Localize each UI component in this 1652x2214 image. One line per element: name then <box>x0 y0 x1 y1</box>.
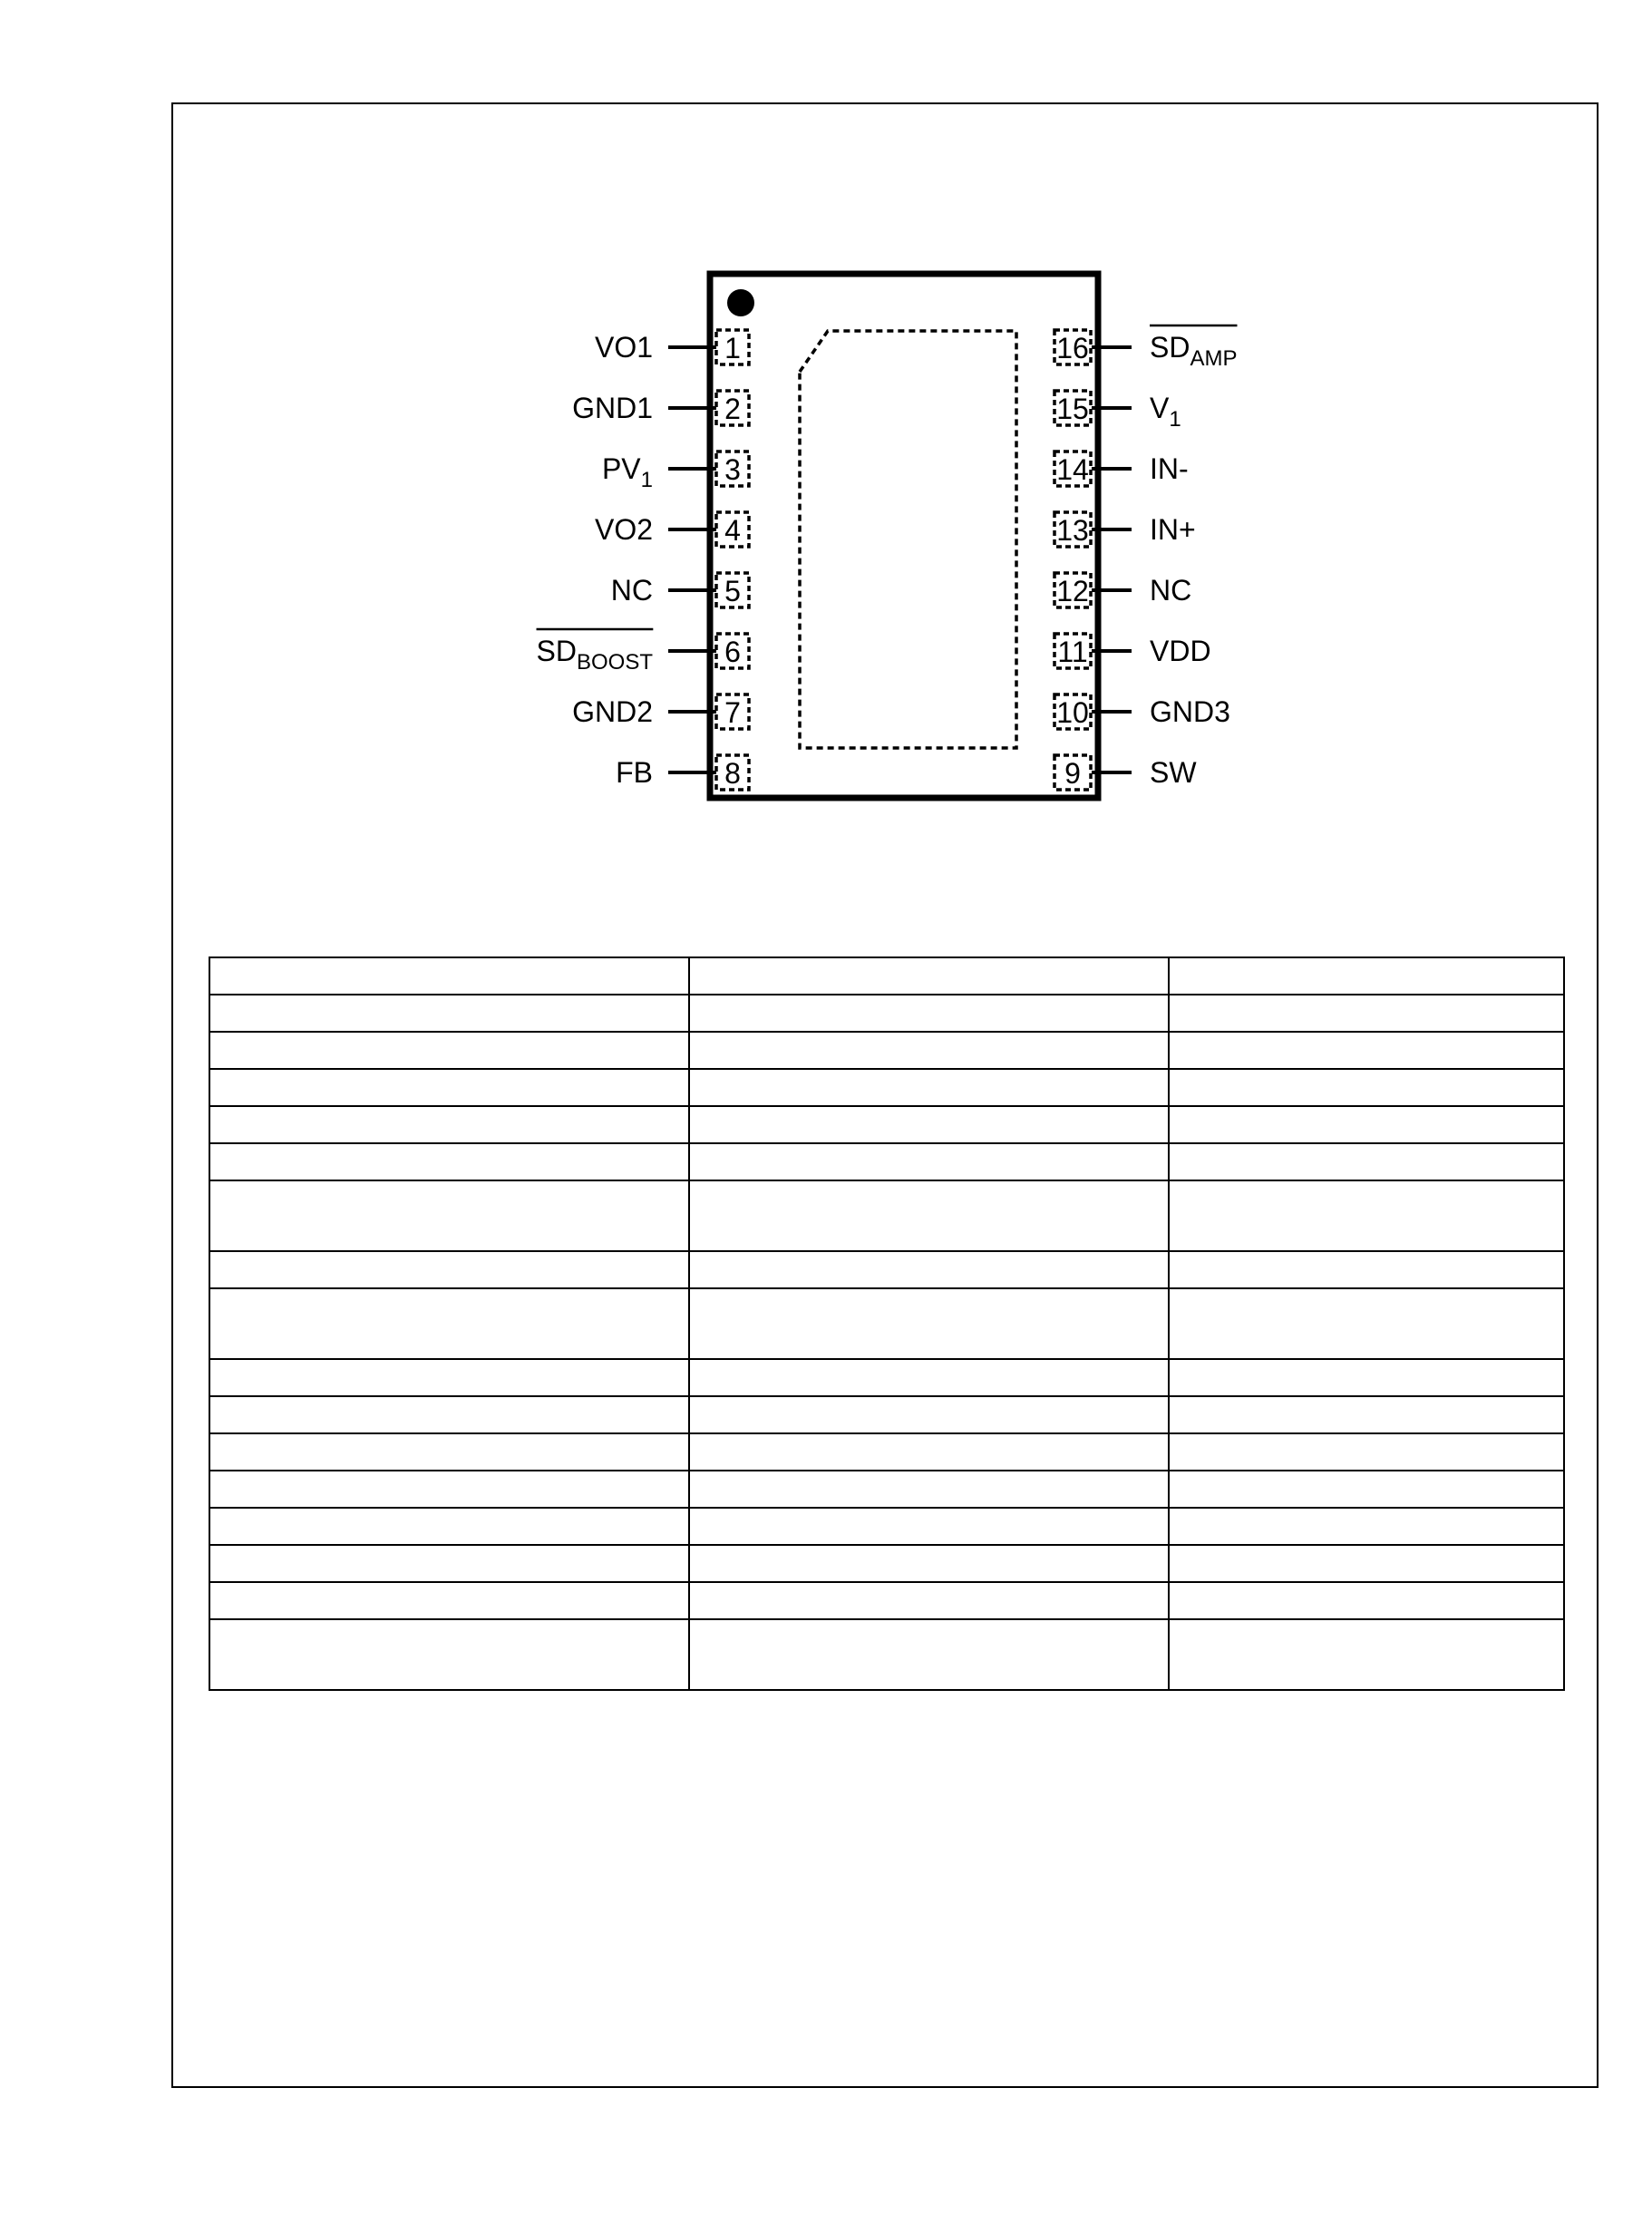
table-cell <box>209 1396 689 1433</box>
pin-label-7: GND2 <box>572 695 653 728</box>
pin-label-14: IN- <box>1150 452 1189 485</box>
table-cell <box>209 1359 689 1396</box>
table-cell <box>1169 1433 1564 1471</box>
pin-number-16: 16 <box>1056 332 1089 364</box>
table-cell <box>209 1582 689 1619</box>
table-row <box>209 1251 1564 1288</box>
table-cell <box>1169 1545 1564 1582</box>
pin-label-15: $V_1$ <box>1150 392 1181 432</box>
pin-label-8: FB <box>616 756 653 789</box>
table-row <box>209 1396 1564 1433</box>
pin-7 <box>572 694 749 729</box>
table-row <box>209 1106 1564 1143</box>
pin-number-11: 11 <box>1057 636 1088 668</box>
pin-number-5: 5 <box>724 575 741 607</box>
table-cell <box>209 1032 689 1069</box>
pin-16 <box>1054 325 1237 371</box>
pin-number-2: 2 <box>724 393 741 425</box>
pin-number-15: 15 <box>1056 393 1089 425</box>
pin-number-9: 9 <box>1064 757 1081 790</box>
table-cell <box>209 1619 689 1690</box>
table-cell <box>689 1143 1169 1180</box>
pin-label-6: $SD_{BOOST}$ <box>536 635 653 675</box>
table-cell <box>689 995 1169 1032</box>
table-cell <box>1169 1251 1564 1288</box>
table-cell <box>689 1545 1169 1582</box>
table-cell <box>1169 957 1564 995</box>
table-row <box>209 1471 1564 1508</box>
table-cell <box>1169 1143 1564 1180</box>
table-row <box>209 1433 1564 1471</box>
pin-2 <box>572 391 749 425</box>
table-cell <box>1169 1508 1564 1545</box>
pin-8 <box>616 755 749 790</box>
right-pin-group <box>1054 325 1237 790</box>
pin-number-1: 1 <box>724 332 741 364</box>
table-row <box>209 1032 1564 1069</box>
pin-label-1: VO1 <box>594 331 653 364</box>
pin-label-2: GND1 <box>572 392 653 424</box>
table-row <box>209 1545 1564 1582</box>
pin-number-6: 6 <box>724 636 741 668</box>
table-cell <box>209 1251 689 1288</box>
table-cell <box>689 1396 1169 1433</box>
table-row <box>209 1359 1564 1396</box>
pin-11 <box>1054 634 1211 668</box>
table-cell <box>689 1471 1169 1508</box>
table-cell <box>1169 1582 1564 1619</box>
table-cell <box>689 1619 1169 1690</box>
table-cell <box>689 1359 1169 1396</box>
table-cell <box>689 1433 1169 1471</box>
exposed-pad-outline <box>800 331 1016 748</box>
table-row <box>209 1180 1564 1251</box>
pin-label-12: NC <box>1150 574 1192 607</box>
table-row <box>209 1069 1564 1106</box>
table-cell <box>1169 1069 1564 1106</box>
table-row <box>209 1288 1564 1359</box>
table-cell <box>689 1251 1169 1288</box>
pin-number-7: 7 <box>724 696 741 729</box>
pin1-indicator-dot <box>727 289 754 316</box>
pin-label-13: IN+ <box>1150 513 1196 546</box>
pin-number-8: 8 <box>724 757 741 790</box>
table-cell <box>1169 1032 1564 1069</box>
pin-label-10: GND3 <box>1150 695 1230 728</box>
pin-label-16: $SD_{AMP}$ <box>1150 331 1238 371</box>
pin-4 <box>595 512 749 547</box>
table-row <box>209 995 1564 1032</box>
left-pin-group <box>537 330 749 790</box>
table-row <box>209 957 1564 995</box>
table-cell <box>209 1545 689 1582</box>
table-row <box>209 1143 1564 1180</box>
pin-label-11: VDD <box>1150 635 1211 667</box>
pin-12 <box>1054 573 1191 607</box>
table-cell <box>1169 1619 1564 1690</box>
table-cell <box>689 1508 1169 1545</box>
table-cell <box>1169 1288 1564 1359</box>
pin-5 <box>611 573 749 607</box>
pin-diagram <box>0 0 1652 907</box>
pin-label-3: $PV_1$ <box>601 452 653 492</box>
table-cell <box>689 1032 1169 1069</box>
table-cell <box>689 1180 1169 1251</box>
table-cell <box>1169 1471 1564 1508</box>
pin-6 <box>537 629 749 675</box>
pin-number-14: 14 <box>1056 453 1089 486</box>
pin-number-12: 12 <box>1056 575 1089 607</box>
table-cell <box>1169 1106 1564 1143</box>
pin-number-4: 4 <box>724 514 741 547</box>
table-cell <box>209 1471 689 1508</box>
table-cell <box>1169 995 1564 1032</box>
table-cell <box>209 1069 689 1106</box>
ic-body <box>710 274 1098 798</box>
table-row <box>209 1619 1564 1690</box>
table-row <box>209 1508 1564 1545</box>
table-cell <box>689 957 1169 995</box>
pin-9 <box>1054 755 1197 790</box>
pin-label-5: NC <box>610 574 653 607</box>
table-cell <box>209 1180 689 1251</box>
pin-15 <box>1054 391 1181 432</box>
table-cell <box>209 995 689 1032</box>
table-cell <box>689 1069 1169 1106</box>
table-row <box>209 1582 1564 1619</box>
table-cell <box>209 1508 689 1545</box>
pin-13 <box>1054 512 1196 547</box>
pin-3 <box>602 452 749 492</box>
table-cell <box>209 1143 689 1180</box>
table-cell <box>1169 1359 1564 1396</box>
pin-number-10: 10 <box>1056 696 1089 729</box>
pin-number-3: 3 <box>724 453 741 486</box>
pin-label-9: SW <box>1150 756 1197 789</box>
pin-14 <box>1054 452 1189 486</box>
pin-1 <box>595 330 749 364</box>
pin-number-13: 13 <box>1056 514 1089 547</box>
table-cell <box>689 1582 1169 1619</box>
pin-10 <box>1054 694 1230 729</box>
pin-label-4: VO2 <box>594 513 653 546</box>
table-cell <box>209 1288 689 1359</box>
table-cell <box>209 1106 689 1143</box>
pin-description-table <box>209 956 1565 1691</box>
table-cell <box>689 1106 1169 1143</box>
table-cell <box>689 1288 1169 1359</box>
table-cell <box>1169 1396 1564 1433</box>
table-cell <box>209 1433 689 1471</box>
table-cell <box>209 957 689 995</box>
table-cell <box>1169 1180 1564 1251</box>
